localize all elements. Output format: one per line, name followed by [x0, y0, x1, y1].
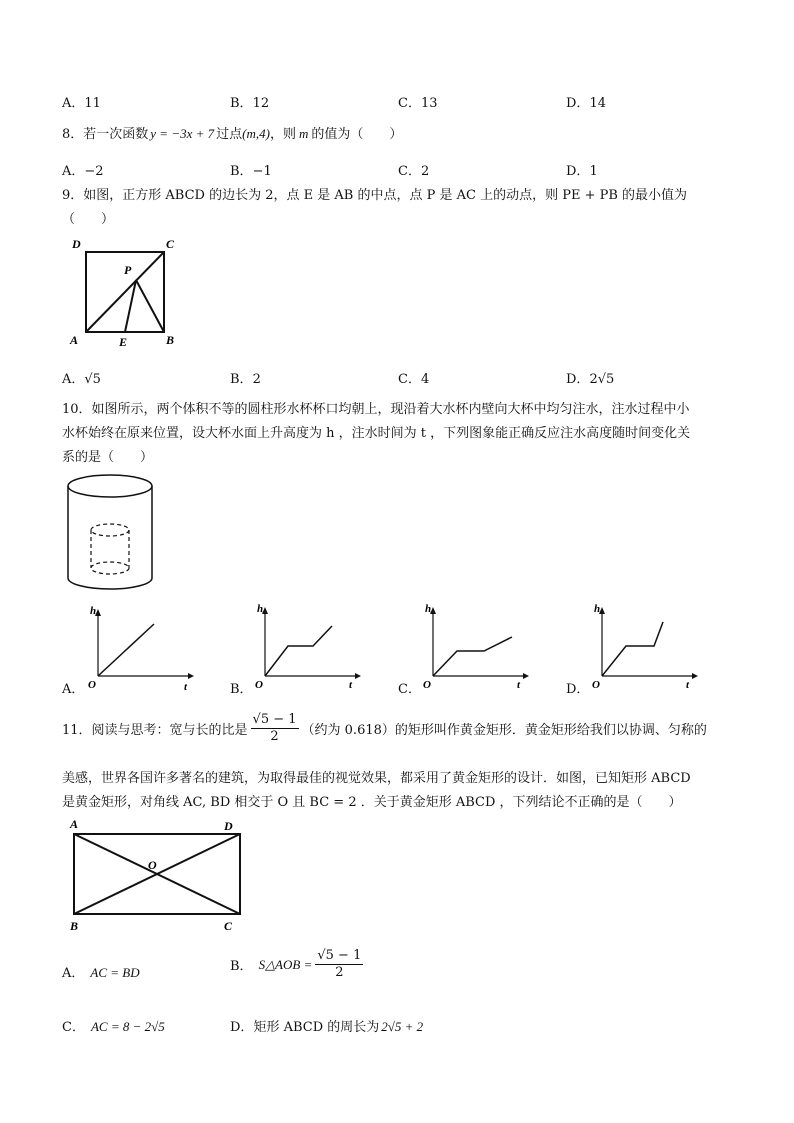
- q10-option-c[interactable]: C．: [398, 682, 421, 697]
- fraction-denominator: 2: [335, 965, 344, 980]
- segment-pb: [136, 280, 164, 332]
- option-label: D．: [566, 96, 590, 111]
- segment-pe: [125, 280, 136, 332]
- axis-label-t: t: [686, 679, 690, 691]
- q11-text: 11．阅读与思考：宽与长的比是: [62, 723, 248, 738]
- q10-option-d[interactable]: D．: [566, 682, 590, 697]
- q8-text: 的值为（ ）: [311, 127, 403, 142]
- q10-stem-line1: 10．如图所示，两个体积不等的圆柱形水杯杯口均朝上，现沿着大水杯内壁向大杯中均匀注水，注水过程中小: [62, 402, 690, 417]
- q8-text: ，则: [269, 127, 296, 142]
- origin-label: O: [255, 679, 263, 691]
- fraction-numerator: √5 − 1: [252, 712, 297, 727]
- option-value: −2: [84, 164, 104, 179]
- q11-stem-line3: 是黄金矩形，对角线 AC, BD 相交于 O 且 BC = 2 ．关于黄金矩形 ABCD ，下列结论不正确的是（ ）: [62, 795, 682, 810]
- q8-text: 8．若一次函数: [62, 127, 149, 142]
- label-p: P: [124, 263, 132, 277]
- label-c: C: [224, 919, 233, 933]
- q9-option-a[interactable]: [62, 368, 101, 387]
- small-cup-top: [91, 524, 129, 536]
- option-label: C．: [398, 96, 421, 111]
- option-label: B．: [230, 372, 253, 387]
- label-o: O: [148, 858, 157, 872]
- axis-label-t: t: [184, 681, 188, 693]
- option-value: 13: [420, 96, 438, 111]
- option-label: D．: [566, 164, 590, 179]
- label-d: D: [72, 237, 81, 251]
- label-a: A: [70, 817, 79, 831]
- q9-stem-line1: 9．如图，正方形 ABCD 的边长为 2，点 E 是 AB 的中点，点 P 是 AC 上的动点，则 PE + PB 的最小值为: [62, 188, 688, 203]
- option-label: B．: [230, 959, 253, 974]
- q7-option-a[interactable]: [62, 92, 101, 111]
- axis-label-h: h: [594, 603, 601, 615]
- option-lhs: S△AOB =: [258, 956, 313, 972]
- q8-option-a[interactable]: [62, 160, 104, 179]
- graph-d-curve: [602, 622, 663, 676]
- q9-square-figure: [66, 236, 186, 351]
- option-b-fraction: [315, 948, 363, 981]
- graph-b-curve: [265, 626, 332, 676]
- q10-graph-a[interactable]: [88, 604, 198, 692]
- label-c: C: [166, 237, 175, 251]
- q10-graph-c[interactable]: [423, 600, 533, 692]
- axis-label-h: h: [90, 605, 97, 617]
- option-value: 14: [589, 96, 606, 111]
- option-value: 1: [589, 164, 598, 179]
- axis-label-h: h: [425, 603, 432, 615]
- q10-option-b[interactable]: B．: [230, 682, 253, 697]
- graph-a-curve: [98, 624, 154, 676]
- option-label: B．: [230, 96, 253, 111]
- option-label: A．: [62, 372, 85, 387]
- origin-label: O: [423, 679, 431, 691]
- big-cup-bottom: [68, 578, 152, 589]
- q11-option-a[interactable]: [62, 962, 140, 981]
- option-label: B．: [230, 164, 253, 179]
- option-value: 2: [252, 372, 261, 387]
- option-value: 2: [420, 164, 430, 179]
- option-value: 2√5: [589, 372, 615, 387]
- q8-option-c[interactable]: [398, 160, 429, 179]
- q10-stem-line2: 水杯始终在原来位置，设大杯水面上升高度为 h ，注水时间为 t ，下列图象能正确反应注水高度随时间变化关: [62, 426, 691, 441]
- option-value: −1: [252, 164, 272, 179]
- option-label: A．: [62, 164, 85, 179]
- q7-option-c[interactable]: [398, 92, 438, 111]
- option-value: 11: [84, 96, 101, 111]
- q11-option-b[interactable]: [230, 948, 366, 981]
- q7-option-d[interactable]: [566, 92, 606, 111]
- option-label: A．: [62, 96, 85, 111]
- q11-text: （约为 0.618）的矩形叫作黄金矩形．黄金矩形给我们以协调、匀称的: [301, 723, 707, 738]
- option-value: AC = BD: [90, 965, 140, 980]
- q7-option-b[interactable]: [230, 92, 269, 111]
- option-value: 4: [420, 372, 430, 387]
- q8-text: 过点: [216, 127, 243, 142]
- q9-stem-line2: （ ）: [62, 212, 115, 227]
- label-e: E: [119, 335, 128, 349]
- q8-expression: y = −3x + 7: [150, 126, 215, 141]
- fraction-numerator: √5 − 1: [317, 948, 362, 963]
- q11-option-c[interactable]: [62, 1016, 165, 1035]
- q11-rectangle-figure: [64, 816, 254, 938]
- option-label: D．: [230, 1020, 254, 1035]
- q8-variable: m: [298, 126, 309, 141]
- axis-label-h: h: [257, 603, 264, 615]
- big-cup-top: [68, 475, 152, 497]
- option-label: C．: [62, 1020, 85, 1035]
- q11-stem-line2: 美感，世界各国许多著名的建筑，为取得最佳的视觉效果，都采用了黄金矩形的设计．如图，已知矩形 ABCD: [62, 771, 691, 786]
- q11-option-d[interactable]: [230, 1016, 423, 1035]
- option-value: 12: [252, 96, 270, 111]
- q10-option-a[interactable]: A．: [62, 682, 85, 697]
- q10-stem-line3: 系的是（ ）: [62, 450, 154, 465]
- option-label: C．: [398, 164, 421, 179]
- q11-stem-line1: [62, 712, 707, 745]
- option-value: √5: [84, 372, 101, 387]
- fraction-denominator: 2: [270, 729, 279, 744]
- label-a: A: [70, 333, 79, 347]
- label-b: B: [70, 919, 79, 933]
- q8-option-b[interactable]: [230, 160, 272, 179]
- q10-cylinders-figure: [64, 472, 160, 596]
- small-cup-bottom: [91, 562, 129, 574]
- origin-label: O: [592, 679, 600, 691]
- axis-label-t: t: [517, 679, 521, 691]
- option-label: C．: [398, 372, 421, 387]
- q10-graph-b[interactable]: [255, 600, 365, 692]
- q9-option-c[interactable]: [398, 368, 429, 387]
- option-value: 2√5 + 2: [381, 1019, 424, 1034]
- q9-option-b[interactable]: [230, 368, 261, 387]
- label-d: D: [224, 819, 233, 833]
- q9-option-d[interactable]: [566, 368, 614, 387]
- golden-ratio-fraction: [251, 712, 299, 745]
- option-label: A．: [62, 966, 85, 981]
- option-text: 矩形 ABCD 的周长为: [253, 1020, 380, 1035]
- graph-c-curve: [433, 637, 512, 676]
- option-label: D．: [566, 372, 590, 387]
- origin-label: O: [88, 679, 96, 691]
- q8-stem: [62, 123, 402, 142]
- label-b: B: [166, 333, 175, 347]
- q8-point: (m,4): [242, 126, 270, 141]
- option-value: AC = 8 − 2√5: [90, 1019, 165, 1034]
- axis-label-t: t: [349, 679, 353, 691]
- q8-option-d[interactable]: [566, 160, 598, 179]
- q10-graph-d[interactable]: [592, 600, 702, 692]
